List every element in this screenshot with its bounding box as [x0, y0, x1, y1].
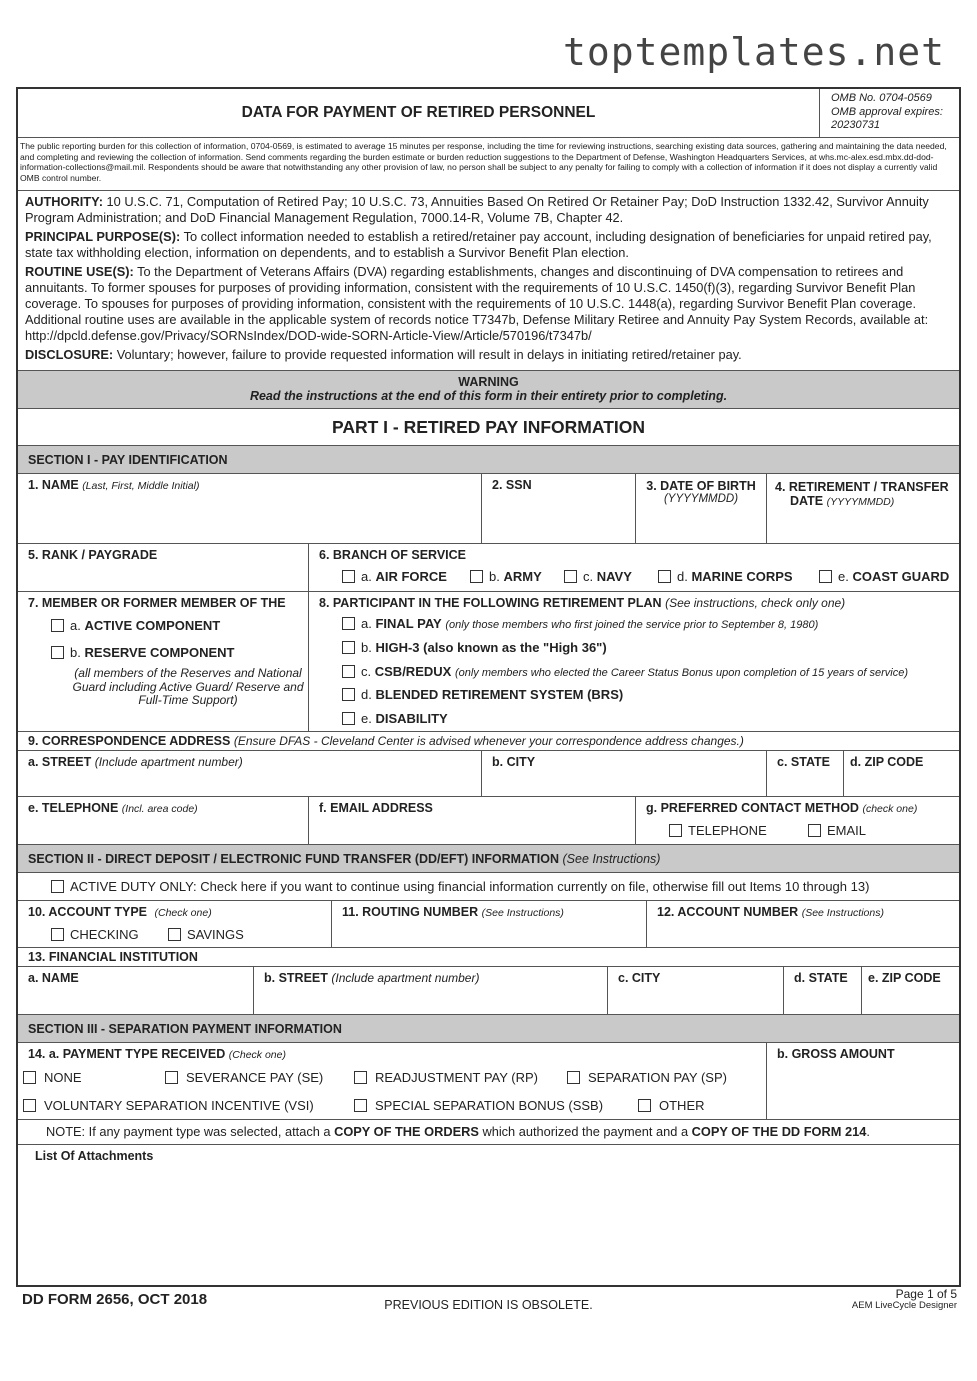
fi-name-field[interactable]: a. NAME: [18, 967, 254, 1014]
omb-expires-label: OMB approval expires:: [831, 105, 943, 118]
section-2-title: SECTION II - DIRECT DEPOSIT / ELECTRONIC FUND TRANSFER (DD/EFT) INFORMATION (See Instructions): [18, 845, 959, 873]
payment-separation[interactable]: SEPARATION PAY (SP): [567, 1070, 727, 1085]
plan-csb-redux[interactable]: c. CSB/REDUX (only members who elected the Career Status Bonus upon completion of 15 years of service): [342, 664, 908, 679]
address-row: [18, 751, 959, 797]
city-field[interactable]: b. CITY: [482, 751, 767, 796]
plan-final-pay[interactable]: a. FINAL PAY (only those members who first joined the service prior to September 8, 1980): [342, 616, 818, 631]
active-duty-checkbox[interactable]: ACTIVE DUTY ONLY: Check here if you want to continue using financial information currently on file, otherwise fill out Items 10 through 13): [51, 879, 869, 894]
disclosure: DISCLOSURE: Voluntary; however, failure to provide requested information will result in delays in initiating retired/retainer pay.: [25, 347, 742, 362]
rank-field[interactable]: 5. RANK / PAYGRADE: [18, 544, 309, 591]
contact-telephone[interactable]: TELEPHONE: [669, 823, 767, 838]
account-row: [18, 901, 959, 948]
part-1-title: PART I - RETIRED PAY INFORMATION: [18, 409, 959, 446]
preferred-contact: g. PREFERRED CONTACT METHOD (check one) TELEPHONE EMAIL: [646, 801, 918, 838]
checkbox[interactable]: [638, 1099, 651, 1112]
dob-field[interactable]: 3. DATE OF BIRTH (YYYYMMDD): [636, 474, 767, 543]
page-info: [852, 1288, 957, 1312]
contact-row: [18, 797, 959, 845]
form-title: DATA FOR PAYMENT OF RETIRED PERSONNEL: [241, 104, 596, 121]
warning-title: WARNING: [458, 375, 519, 389]
branch-air-force[interactable]: a. AIR FORCE: [342, 569, 447, 584]
checkbox[interactable]: [470, 570, 483, 583]
account-checking[interactable]: CHECKING: [51, 927, 139, 942]
branch-army[interactable]: b. ARMY: [470, 569, 542, 584]
payment-type-row: [18, 1043, 959, 1120]
member-plan-row: [18, 592, 959, 732]
branch-coast-guard[interactable]: e. COAST GUARD: [819, 569, 949, 584]
payment-vsi[interactable]: VOLUNTARY SEPARATION INCENTIVE (VSI): [23, 1098, 314, 1113]
checkbox[interactable]: [658, 570, 671, 583]
checkbox[interactable]: [165, 1071, 178, 1084]
checkbox[interactable]: [819, 570, 832, 583]
form-id: DD FORM 2656, OCT 2018: [22, 1291, 208, 1308]
omb-number: OMB No. 0704-0569: [831, 92, 932, 104]
checkbox[interactable]: [51, 880, 64, 893]
financial-institution-row: [18, 967, 959, 1015]
correspondence-address-header: 9. CORRESPONDENCE ADDRESS (Ensure DFAS - Cleveland Center is advised whenever your correspondence address changes.): [18, 732, 959, 751]
section-1-title: SECTION I - PAY IDENTIFICATION: [18, 446, 959, 474]
contact-email[interactable]: EMAIL: [808, 823, 866, 838]
watermark: toptemplates.net: [562, 30, 945, 74]
burden-statement: The public reporting burden for this collection of information, 0704-0569, is estimated to average 15 minutes per response, including the time for reviewing instructions, searching existing data sources, gathering and maintaining the data needed, and completing and reviewing the collection of information. Send comments regarding the burden estimate or burden reduction suggestions to the Department of Defense, Washington Headquarters Services, at whs.mc-alex.esd.mbx.dd-dod-information-collections@mail.mil. Respondents should be aware that notwithstanding any other provision of law, no person shall be subject to any penalty for failing to comply with a collection of information if it does not display a currently valid OMB control number.: [18, 138, 959, 191]
checkbox[interactable]: [354, 1099, 367, 1112]
form: [16, 87, 961, 1287]
payment-note: NOTE: If any payment type was selected, attach a COPY OF THE ORDERS which authorized the payment and a COPY OF THE DD FORM 214.: [18, 1120, 959, 1145]
principal-purpose: PRINCIPAL PURPOSE(S): To collect information needed to establish a retired/retainer pay account, including designation of beneficiaries for unpaid retired pay, state tax withholding election, information on dependents, and to establish a Survivor Benefit Plan election.: [25, 229, 932, 260]
omb-expires-date: 20230731: [831, 119, 880, 131]
branch-of-service: 6. BRANCH OF SERVICE a. AIR FORCE b. ARMY c. NAVY d. MARINE CORPS e. COAST GUARD: [319, 548, 950, 584]
authority: AUTHORITY: 10 U.S.C. 71, Computation of Retired Pay; 10 U.S.C. 73, Annuities Based On Retired Or Retainer Pay; DoD Instruction 1332.42, Survivor Annuity Program Administration; and DoD Financial Management Regulation, 7000.14-R, Volume 7B, Chapter 42.: [25, 194, 929, 225]
retirement-plan: 8. PARTICIPANT IN THE FOLLOWING RETIREMENT PLAN (See instructions, check only one) a. FINAL PAY (only those members who first joined the service prior to September 8, 1980) b. HIGH-3 (also known as the "High 36") c. CSB/REDUX (only members who elected the Career Status Bonus upon completion of 15 years of service) d. BLENDED RETIREMENT SYSTEM (BRS) e. DISABILITY: [319, 596, 909, 726]
fi-state-field[interactable]: d. STATE: [784, 967, 862, 1014]
payment-other[interactable]: OTHER: [638, 1098, 705, 1113]
state-field[interactable]: c. STATE: [767, 751, 844, 796]
attachments-field[interactable]: List Of Attachments: [35, 1149, 154, 1163]
payment-ssb[interactable]: SPECIAL SEPARATION BONUS (SSB): [354, 1098, 603, 1113]
member-component: 7. MEMBER OR FORMER MEMBER OF THE a. ACTIVE COMPONENT b. RESERVE COMPONENT (all members of the Reserves and National Guard including Active Guard/ Reserve and Full-Time Support): [18, 592, 309, 731]
routing-number-field[interactable]: 11. ROUTING NUMBER (See Instructions): [332, 901, 647, 947]
payment-readjustment[interactable]: READJUSTMENT PAY (RP): [354, 1070, 538, 1085]
checkbox[interactable]: [51, 619, 64, 632]
checkbox[interactable]: [342, 688, 355, 701]
branch-marine-corps[interactable]: d. MARINE CORPS: [658, 569, 793, 584]
retirement-date-field[interactable]: 4. RETIREMENT / TRANSFER DATE (YYYYMMDD): [775, 480, 949, 508]
name-field[interactable]: 1. NAME (Last, First, Middle Initial): [18, 474, 482, 543]
payment-type: 14. a. PAYMENT TYPE RECEIVED (Check one) NONE SEVERANCE PAY (SE) READJUSTMENT PAY (RP) SEPARATION PAY (SP) VOLUNTARY SEPARATION INCENTIVE (VSI) SPECIAL SEPARATION BONUS (SSB) OTHER: [18, 1043, 767, 1119]
reserve-note: (all members of the Reserves and National Guard including Active Guard/ Reserve and Full-Time Support): [72, 666, 304, 707]
plan-high-3[interactable]: b. HIGH-3 (also known as the "High 36"): [342, 640, 607, 655]
checkbox[interactable]: [564, 570, 577, 583]
ssn-field[interactable]: 2. SSN: [482, 474, 636, 543]
plan-brs[interactable]: d. BLENDED RETIREMENT SYSTEM (BRS): [342, 687, 623, 702]
checkbox[interactable]: [342, 641, 355, 654]
fi-city-field[interactable]: c. CITY: [608, 967, 784, 1014]
email-field[interactable]: f. EMAIL ADDRESS: [309, 797, 636, 844]
checkbox[interactable]: [669, 824, 682, 837]
privacy-act-statement: [18, 191, 959, 371]
routine-uses: ROUTINE USE(S): To the Department of Veterans Affairs (DVA) regarding establishments, changes and discontinuing of DVA compensation to retirees and annuitants. To former spouses for purposes of providing information, consistent with the requirements of 10 U.S.C. 1450(f)(3), regarding Survivor Benefit Plan coverage. To spouses for purposes of providing information, consistent with the requirements of 10 U.S.C. 1448(a), regarding Survivor Benefit Plan coverage. Additional routine uses are available in the applicable system of records notice T7347b, Defense Military Retiree and Annuity Pay System Records, available at: http://dpcld.defense.gov/Privacy/SORNsIndex/DOD-wide-SORN-Article-View/Article/570196/t7347b/: [25, 264, 929, 343]
account-savings[interactable]: SAVINGS: [168, 927, 244, 942]
checkbox[interactable]: [342, 712, 355, 725]
warning-box: [18, 371, 959, 409]
payment-none[interactable]: NONE: [23, 1070, 82, 1085]
plan-disability[interactable]: e. DISABILITY: [342, 711, 448, 726]
form-header: [18, 89, 959, 138]
zip-field[interactable]: d. ZIP CODE: [850, 755, 924, 769]
page-number: Page 1 of 5: [895, 1287, 957, 1301]
omb-box: [820, 89, 959, 137]
checkbox[interactable]: [23, 1099, 36, 1112]
checkbox[interactable]: [342, 570, 355, 583]
checkbox[interactable]: [342, 617, 355, 630]
checkbox[interactable]: [51, 928, 64, 941]
account-type: 10. ACCOUNT TYPE (Check one) CHECKING SAVINGS: [18, 901, 332, 947]
financial-institution-header: 13. FINANCIAL INSTITUTION: [18, 948, 959, 967]
member-active-component[interactable]: a. ACTIVE COMPONENT: [51, 618, 220, 633]
fi-street-field[interactable]: b. STREET (Include apartment number): [254, 967, 608, 1014]
rank-branch-row: [18, 544, 959, 592]
section-3-title: SECTION III - SEPARATION PAYMENT INFORMATION: [18, 1015, 959, 1043]
payment-severance[interactable]: SEVERANCE PAY (SE): [165, 1070, 323, 1085]
checkbox[interactable]: [354, 1071, 367, 1084]
checkbox[interactable]: [168, 928, 181, 941]
checkbox[interactable]: [808, 824, 821, 837]
warning-text: Read the instructions at the end of this form in their entirety prior to completing.: [249, 389, 728, 403]
active-duty-row: [18, 873, 959, 901]
gross-amount-field[interactable]: b. GROSS AMOUNT: [777, 1047, 895, 1061]
fi-zip-field[interactable]: e. ZIP CODE: [868, 971, 941, 985]
checkbox[interactable]: [51, 646, 64, 659]
street-field[interactable]: a. STREET (Include apartment number): [18, 751, 482, 796]
obsolete-notice: PREVIOUS EDITION IS OBSOLETE.: [384, 1298, 593, 1312]
member-reserve-component[interactable]: b. RESERVE COMPONENT: [51, 645, 234, 660]
branch-navy[interactable]: c. NAVY: [564, 569, 632, 584]
telephone-field[interactable]: e. TELEPHONE (Incl. area code): [18, 797, 309, 844]
checkbox[interactable]: [342, 665, 355, 678]
account-number-field[interactable]: 12. ACCOUNT NUMBER (See Instructions): [657, 905, 884, 919]
designer-credit: AEM LiveCycle Designer: [851, 1300, 957, 1311]
checkbox[interactable]: [23, 1071, 36, 1084]
checkbox[interactable]: [567, 1071, 580, 1084]
pay-id-row: [18, 474, 959, 544]
